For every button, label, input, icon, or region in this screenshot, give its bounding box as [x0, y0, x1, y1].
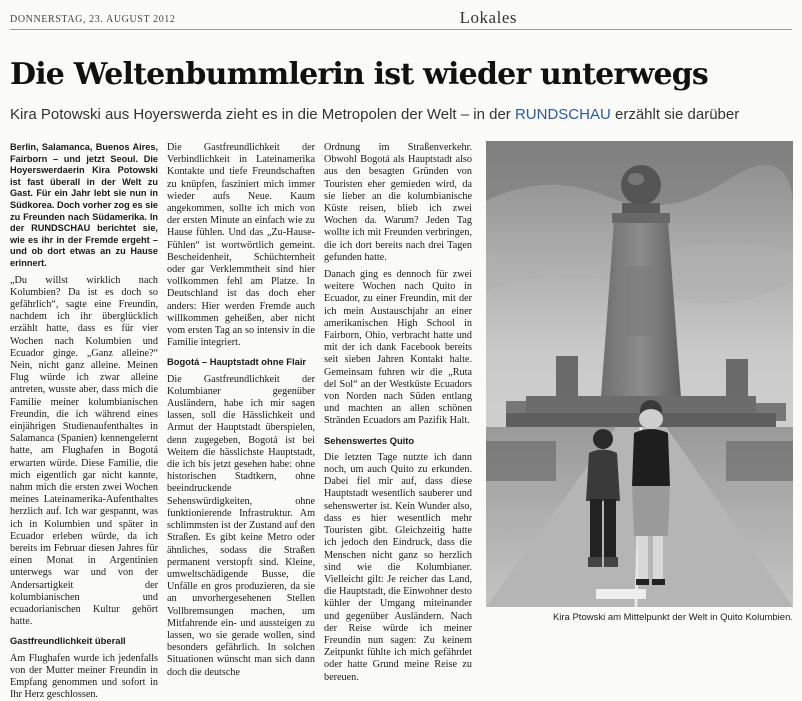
article-photo [486, 141, 793, 607]
article-lead: Berlin, Salamanca, Buenos Aires, Fairborn – und jetzt Seoul. Die Hoyerswerdaerin Kira Potowski ist fast überall in der Welt zu Gast. Für ein Jahr lebt sie nun in Südkorea. Doch vorher zog es sie zu Freunden nach Südamerika. In der RUNDSCHAU berichtet sie, wie es ihr in der Fremde ergeht – und ob dort etwas an zu Hause erinnert. [10, 142, 158, 268]
article-column-1 [10, 142, 158, 701]
paragraph: Die Gastfreundlichkeit der Verbindlichkeit in Lateinamerika Kontakte und tiefe Freundschaften zu knüpfen, fasziniert mich immer wieder aufs Neue. Kaum angekommen, sollte ich mich von der ersten Minute an einfach wie zu Hause fühlen. Und das „Zu-Hause-Fühlen“ ist wortwörtlich gemeint. Bescheidenheit, Schüchternheit oder gar Verklemmtheit sind hier vollkommen fehl am Platze. In Deutschland ist das doch eher anders: Hier werden Fremde auch willkommen geheißen, aber nicht vom ersten Tag an so intensiv in die Familie integriert. [167, 142, 315, 349]
subheading: Sehenswertes Quito [324, 434, 415, 446]
subline-text: Kira Potowski aus Hoyerswerda zieht es in die Metropolen der Welt – in der [10, 106, 511, 123]
subheading: Gastfreundlichkeit überall [10, 635, 126, 647]
paragraph: Die letzten Tage nutzte ich dann noch, um auch Quito zu erkunden. Dabei fiel mir auf, dass diese Hauptstadt wesentlich sauberer und sehenswerter ist. Kein Wunder also, dass es hier wesentlich mehr Touristen gibt. Gleichzeitig hatte ich jedoch den Eindruck, dass die Menschen nicht ganz so herzlich sind wie die Kolumbianer. Vielleicht gilt: Je reicher das Land, die Hauptstadt, die Einwohner desto kühler der Umgang miteinander und gegenüber Ausländern. Nach der Reise würde ich meiner Freundin nun sagen: Zu keinem Zeitpunkt fühlte ich mich gefährdet oder hatte Grund meine Reise zu bereuen. [324, 451, 472, 683]
paragraph: Die Gastfreundlichkeit der Kolumbianer gegenüber Ausländern, habe ich mir sagen lassen, soll die Hässlichkeit und Armut der Hauptstadt überspielen, denn zugegeben, Bogotá ist bei Weitem die hässlichste Hauptstadt, die ich bis jetzt gesehen habe: ohne historischen Stadtkern, ohne beeindruckende Sehenswürdigkeiten, ohne funktionierende Infrastruktur. Am schlimmsten ist der Zustand auf den Straßen. Es gibt keine Metro oder ähnliches, sodass die Straßen permanent verstopft sind. Kleine, umweltschädigende Busse, die Unfälle en gros produzieren, da sie an unvorhergesehenen Stellen Vollbremsungen machen, um Mitfahrende ein- und aussteigen zu lassen, wo sie gerade wollen, sind besonders gefährlich. In solchen Situationen wünscht man sich dann doch die deutsche [167, 373, 315, 678]
monument-photo [486, 141, 793, 607]
paragraph: Ordnung im Straßenverkehr. Obwohl Bogotá als Hauptstadt also aus den besagten Gründen von Touristen eher gemieden wird, da sie lieber an die kolumbianische Küste reisen, blieb ich zwei Wochen da. Warum? Jeden Tag wollte ich mit Freunden verbringen, die ich dort bereits nach drei Tagen gefunden hatte. [324, 142, 472, 263]
subheading: Bogotá – Hauptstadt ohne Flair [167, 356, 307, 368]
article-column-3 [324, 142, 472, 683]
paragraph: „Du willst wirklich nach Kolumbien? Da ist es doch so gefährlich“, sagte eine Freundin, nachdem ich ihr überglücklich erzählt hatte, dass es für vier Wochen nach Kolumbien und Ecuador ginge. „Ganz alleine?“ Nein, nicht ganz alleine. Meinen Flug würde ich zwar alleine antreten, wusste aber, dass mich die Familie meiner kolumbianischen Freundin, die ich während eines einjährigen Studienaufenthaltes in Salamanca (Spanien) kennengelernt hatte, am Flughafen in Bogotá erwarten würde. Diese Familie, die mich eigentlich gar nicht kannte, nahm mich die ersten zwei Wochen meines Lateinamerika-Aufenthaltes herzlich auf. Ich war gespannt, was ich in Kolumbien und später in Ecuador erleben würde, da ich bereits im Februar diesen Jahres für einen Monat in Argentinien unterwegs war und von der Andersartigkeit der kolumbianischen und ecuadorianischen Kultur gehört hatte. [10, 274, 158, 628]
subline-brand: RUNDSCHAU [514, 106, 611, 123]
article-column-2 [167, 142, 315, 678]
page-header [10, 8, 792, 30]
paragraph: Danach ging es dennoch für zwei weitere Wochen nach Quito in Ecuador, zu einer Freundin, mit der ich mein Austauschjahr an einer amerikanischen High School in Fairborn, Ohio, verbracht hatte und mit der ich dank Facebook bereits seit sieben Jahren Kontakt halte. Gemeinsam fuhren wir die „Ruta del Sol“ an der Westküste Ecuadors von Norden nach Süden entlang und machten an allen schönen Stränden Ecuadors am Pazifik Halt. [324, 269, 472, 427]
paragraph: Am Flughafen wurde ich jedenfalls von der Mutter meiner Freundin in Empfang genommen und sofort in Ihr Herz geschlossen. [10, 652, 158, 701]
article-headline: Die Weltenbummlerin ist wieder unterwegs [10, 57, 709, 92]
issue-date: DONNERSTAG, 23. AUGUST 2012 [10, 14, 176, 25]
photo-caption: Kira Ptowski am Mittelpunkt der Welt in Quito Kolumbien. [552, 612, 793, 623]
subline-text-end: erzählt sie darüber [614, 106, 740, 123]
article-subline [10, 106, 739, 123]
section-title: Lokales [459, 8, 517, 27]
